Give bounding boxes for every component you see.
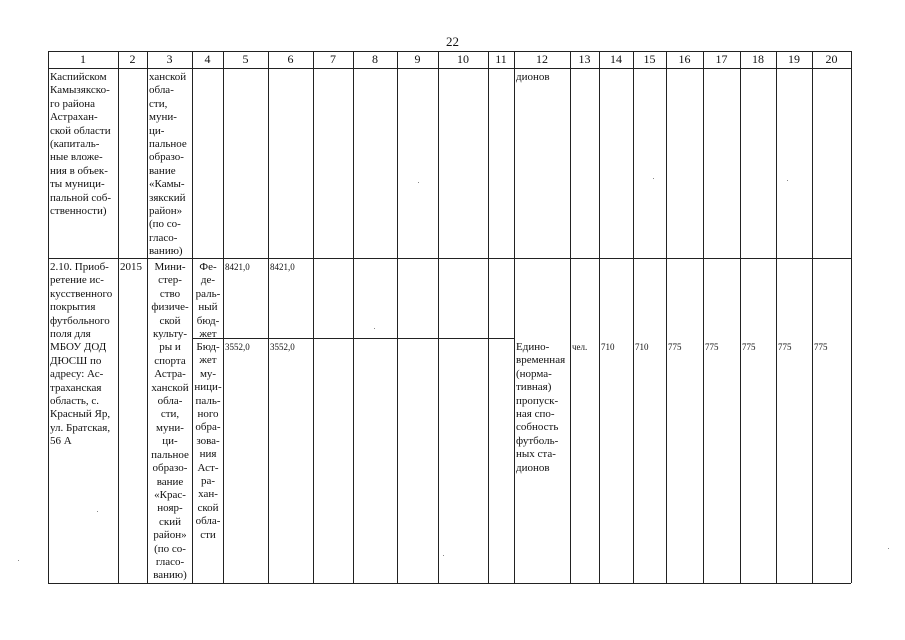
column-divider bbox=[514, 51, 515, 583]
column-number-header: 6 bbox=[287, 52, 294, 66]
indicator-value-cell: 710 bbox=[635, 342, 649, 352]
column-number-header: 9 bbox=[414, 52, 421, 66]
executor-cell: Мини- стер- ство физиче- ской культу- ры и спорта Астра- ханской обла- сти, муни- ци- пальное образо- вание «Крас- нояр- ский район» (по со- гласо- ванию) bbox=[151, 261, 189, 582]
column-divider bbox=[740, 51, 741, 583]
scan-speck bbox=[443, 555, 444, 556]
year-cell: 2015 bbox=[120, 261, 142, 273]
column-divider bbox=[633, 51, 634, 583]
column-divider bbox=[666, 51, 667, 583]
amount-year-cell: 3552,0 bbox=[270, 342, 295, 352]
column-number-header: 11 bbox=[495, 52, 507, 66]
unit-cell: чел. bbox=[572, 342, 588, 352]
column-number-header: 7 bbox=[330, 52, 336, 66]
scan-speck bbox=[418, 182, 419, 183]
scan-speck bbox=[653, 178, 654, 179]
indicator-value-cell: 775 bbox=[814, 342, 828, 352]
column-number-header: 1 bbox=[80, 52, 86, 66]
indicator-value-cell: 710 bbox=[601, 342, 615, 352]
column-number-header: 19 bbox=[788, 52, 800, 66]
amount-year-cell: 8421,0 bbox=[270, 262, 295, 272]
funding-source-cell: Бюд- жет му- ници- паль- ного обра- зова- ния Аст- ра- хан- ской обла- сти bbox=[194, 341, 222, 541]
indicator-value-cell: 775 bbox=[778, 342, 792, 352]
column-divider bbox=[118, 51, 119, 583]
column-divider bbox=[438, 51, 439, 583]
column-number-header: 10 bbox=[457, 52, 469, 66]
scan-speck bbox=[18, 560, 19, 561]
column-number-header: 4 bbox=[204, 52, 211, 66]
executor-cell: ханской обла- сти, муни- ци- пальное образо- вание «Камы- зякский район» (по со- гласо- ванию) bbox=[149, 71, 187, 258]
column-number-header: 18 bbox=[752, 52, 764, 66]
column-divider bbox=[812, 51, 813, 583]
column-number-header: 8 bbox=[372, 52, 378, 66]
amount-total-cell: 8421,0 bbox=[225, 262, 250, 272]
indicator-value-cell: 775 bbox=[742, 342, 756, 352]
table-border bbox=[851, 51, 852, 583]
indicator-cell: дионов bbox=[516, 71, 550, 83]
column-divider bbox=[570, 51, 571, 583]
column-number-header: 12 bbox=[536, 52, 548, 66]
column-divider bbox=[703, 51, 704, 583]
header-divider bbox=[48, 68, 851, 69]
row-divider bbox=[192, 338, 514, 339]
column-divider bbox=[268, 51, 269, 583]
column-number-header: 14 bbox=[610, 52, 622, 66]
event-description-cell: 2.10. Приоб- ретение ис- кусственного покрытия футбольного поля для МБОУ ДОД ДЮСШ по адресу: Ас- траханская область, с. Красный Яр, ул. Братская, 56 А bbox=[50, 261, 113, 448]
indicator-cell: Едино- временная (норма- тивная) пропуск- ная спо- собность футболь- ных ста- дионов bbox=[516, 341, 566, 474]
column-divider bbox=[353, 51, 354, 583]
column-divider bbox=[599, 51, 600, 583]
table-border bbox=[48, 583, 851, 584]
event-description-cell: Каспийском Камызякско- го района Астрахан- ской области (капиталь- ные вложе- ния в объек- ты муници- пальной соб- ственности) bbox=[50, 71, 112, 218]
scan-speck bbox=[97, 511, 98, 512]
column-number-header: 17 bbox=[715, 52, 728, 66]
column-number-header: 20 bbox=[825, 52, 838, 66]
column-divider bbox=[313, 51, 314, 583]
column-number-header: 15 bbox=[643, 52, 656, 66]
data-table bbox=[48, 51, 851, 583]
funding-source-cell: Фе- де- раль- ный бюд- жет bbox=[195, 261, 221, 341]
column-number-header: 2 bbox=[129, 52, 136, 66]
column-divider bbox=[397, 51, 398, 583]
scan-speck bbox=[374, 328, 375, 329]
column-number-header: 16 bbox=[678, 52, 691, 66]
column-number-header: 3 bbox=[166, 52, 173, 66]
table-border bbox=[48, 51, 49, 583]
column-divider bbox=[776, 51, 777, 583]
indicator-value-cell: 775 bbox=[705, 342, 719, 352]
column-number-header: 13 bbox=[578, 52, 591, 66]
indicator-value-cell: 775 bbox=[668, 342, 682, 352]
column-divider bbox=[223, 51, 224, 583]
page-number: 22 bbox=[446, 34, 459, 49]
column-divider bbox=[192, 51, 193, 583]
column-number-header: 5 bbox=[242, 52, 249, 66]
scan-speck bbox=[888, 548, 889, 549]
scan-speck bbox=[787, 180, 788, 181]
column-divider bbox=[488, 51, 489, 583]
column-divider bbox=[147, 51, 148, 583]
amount-total-cell: 3552,0 bbox=[225, 342, 250, 352]
